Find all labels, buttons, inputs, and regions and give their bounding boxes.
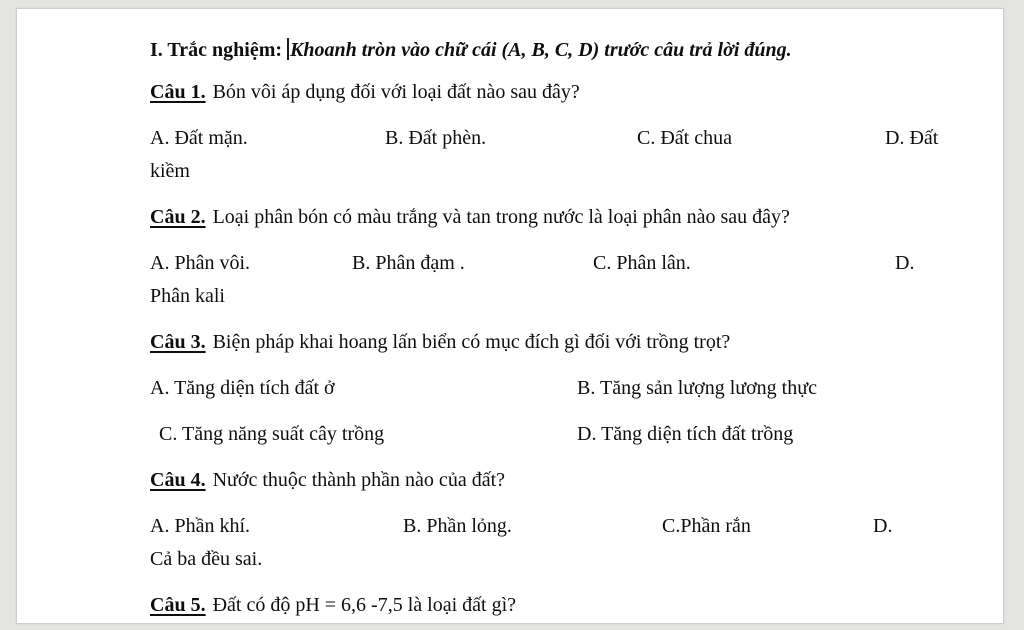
question-line xyxy=(150,201,973,234)
question-label: Câu 5. xyxy=(150,594,206,616)
question-block xyxy=(150,76,973,188)
option-a: A. Phân vôi. xyxy=(150,252,250,274)
answers-row xyxy=(150,122,973,155)
answers-block xyxy=(150,510,973,576)
question-text: Đất có độ pH = 6,6 -7,5 là loại đất gì? xyxy=(212,594,517,616)
section-heading xyxy=(150,34,973,67)
option-d-carryover: kiềm xyxy=(150,160,190,182)
question-label: Câu 3. xyxy=(150,331,206,353)
question-label: Câu 2. xyxy=(150,206,206,228)
question-text: Biện pháp khai hoang lấn biển có mục đích gì đối với trồng trọt? xyxy=(212,331,731,353)
option-c: C. Phân lân. xyxy=(593,252,691,274)
section-heading-instruction: Khoanh tròn vào chữ cái (A, B, C, D) trước câu trả lời đúng. xyxy=(290,39,792,61)
option-c: C. Đất chua xyxy=(637,127,732,149)
document-page xyxy=(16,8,1004,624)
question-line xyxy=(150,76,973,109)
option-b: B. Tăng sản lượng lương thực xyxy=(577,377,817,399)
section-heading-label: I. Trắc nghiệm: xyxy=(150,39,283,61)
question-block xyxy=(150,589,973,622)
option-d: D. xyxy=(895,252,915,274)
answers-row xyxy=(150,247,973,280)
option-b: B. Phần lỏng. xyxy=(403,515,512,537)
option-b: B. Đất phèn. xyxy=(385,127,487,149)
question-label: Câu 1. xyxy=(150,81,206,103)
answers-block xyxy=(150,247,973,313)
option-d: D. Đất xyxy=(885,127,939,149)
question-block xyxy=(150,464,973,576)
answers-row xyxy=(150,418,973,451)
option-a: A. Đất mặn. xyxy=(150,127,248,149)
option-d: D. Tăng diện tích đất trồng xyxy=(577,423,794,445)
option-d-carryover: Phân kali xyxy=(150,285,225,307)
question-block xyxy=(150,201,973,313)
question-text: Nước thuộc thành phần nào của đất? xyxy=(212,469,505,491)
text-cursor[interactable] xyxy=(287,38,289,60)
question-line xyxy=(150,464,973,497)
question-text: Bón vôi áp dụng đối với loại đất nào sau đây? xyxy=(212,81,580,103)
option-d-carryover: Cả ba đều sai. xyxy=(150,548,263,570)
question-label: Câu 4. xyxy=(150,469,206,491)
question-text: Loại phân bón có màu trắng và tan trong nước là loại phân nào sau đây? xyxy=(212,206,790,228)
answers-row xyxy=(150,510,973,543)
answers-block xyxy=(150,122,973,188)
option-a: A. Tăng diện tích đất ở xyxy=(150,377,335,399)
option-b: B. Phân đạm . xyxy=(352,252,465,274)
question-block xyxy=(150,326,973,451)
option-c: C.Phần rắn xyxy=(662,515,751,537)
question-line xyxy=(150,326,973,359)
question-line xyxy=(150,589,973,622)
answers-row xyxy=(150,372,973,405)
option-a: A. Phần khí. xyxy=(150,515,250,537)
option-d: D. xyxy=(873,515,893,537)
option-c: C. Tăng năng suất cây trồng xyxy=(159,423,385,445)
